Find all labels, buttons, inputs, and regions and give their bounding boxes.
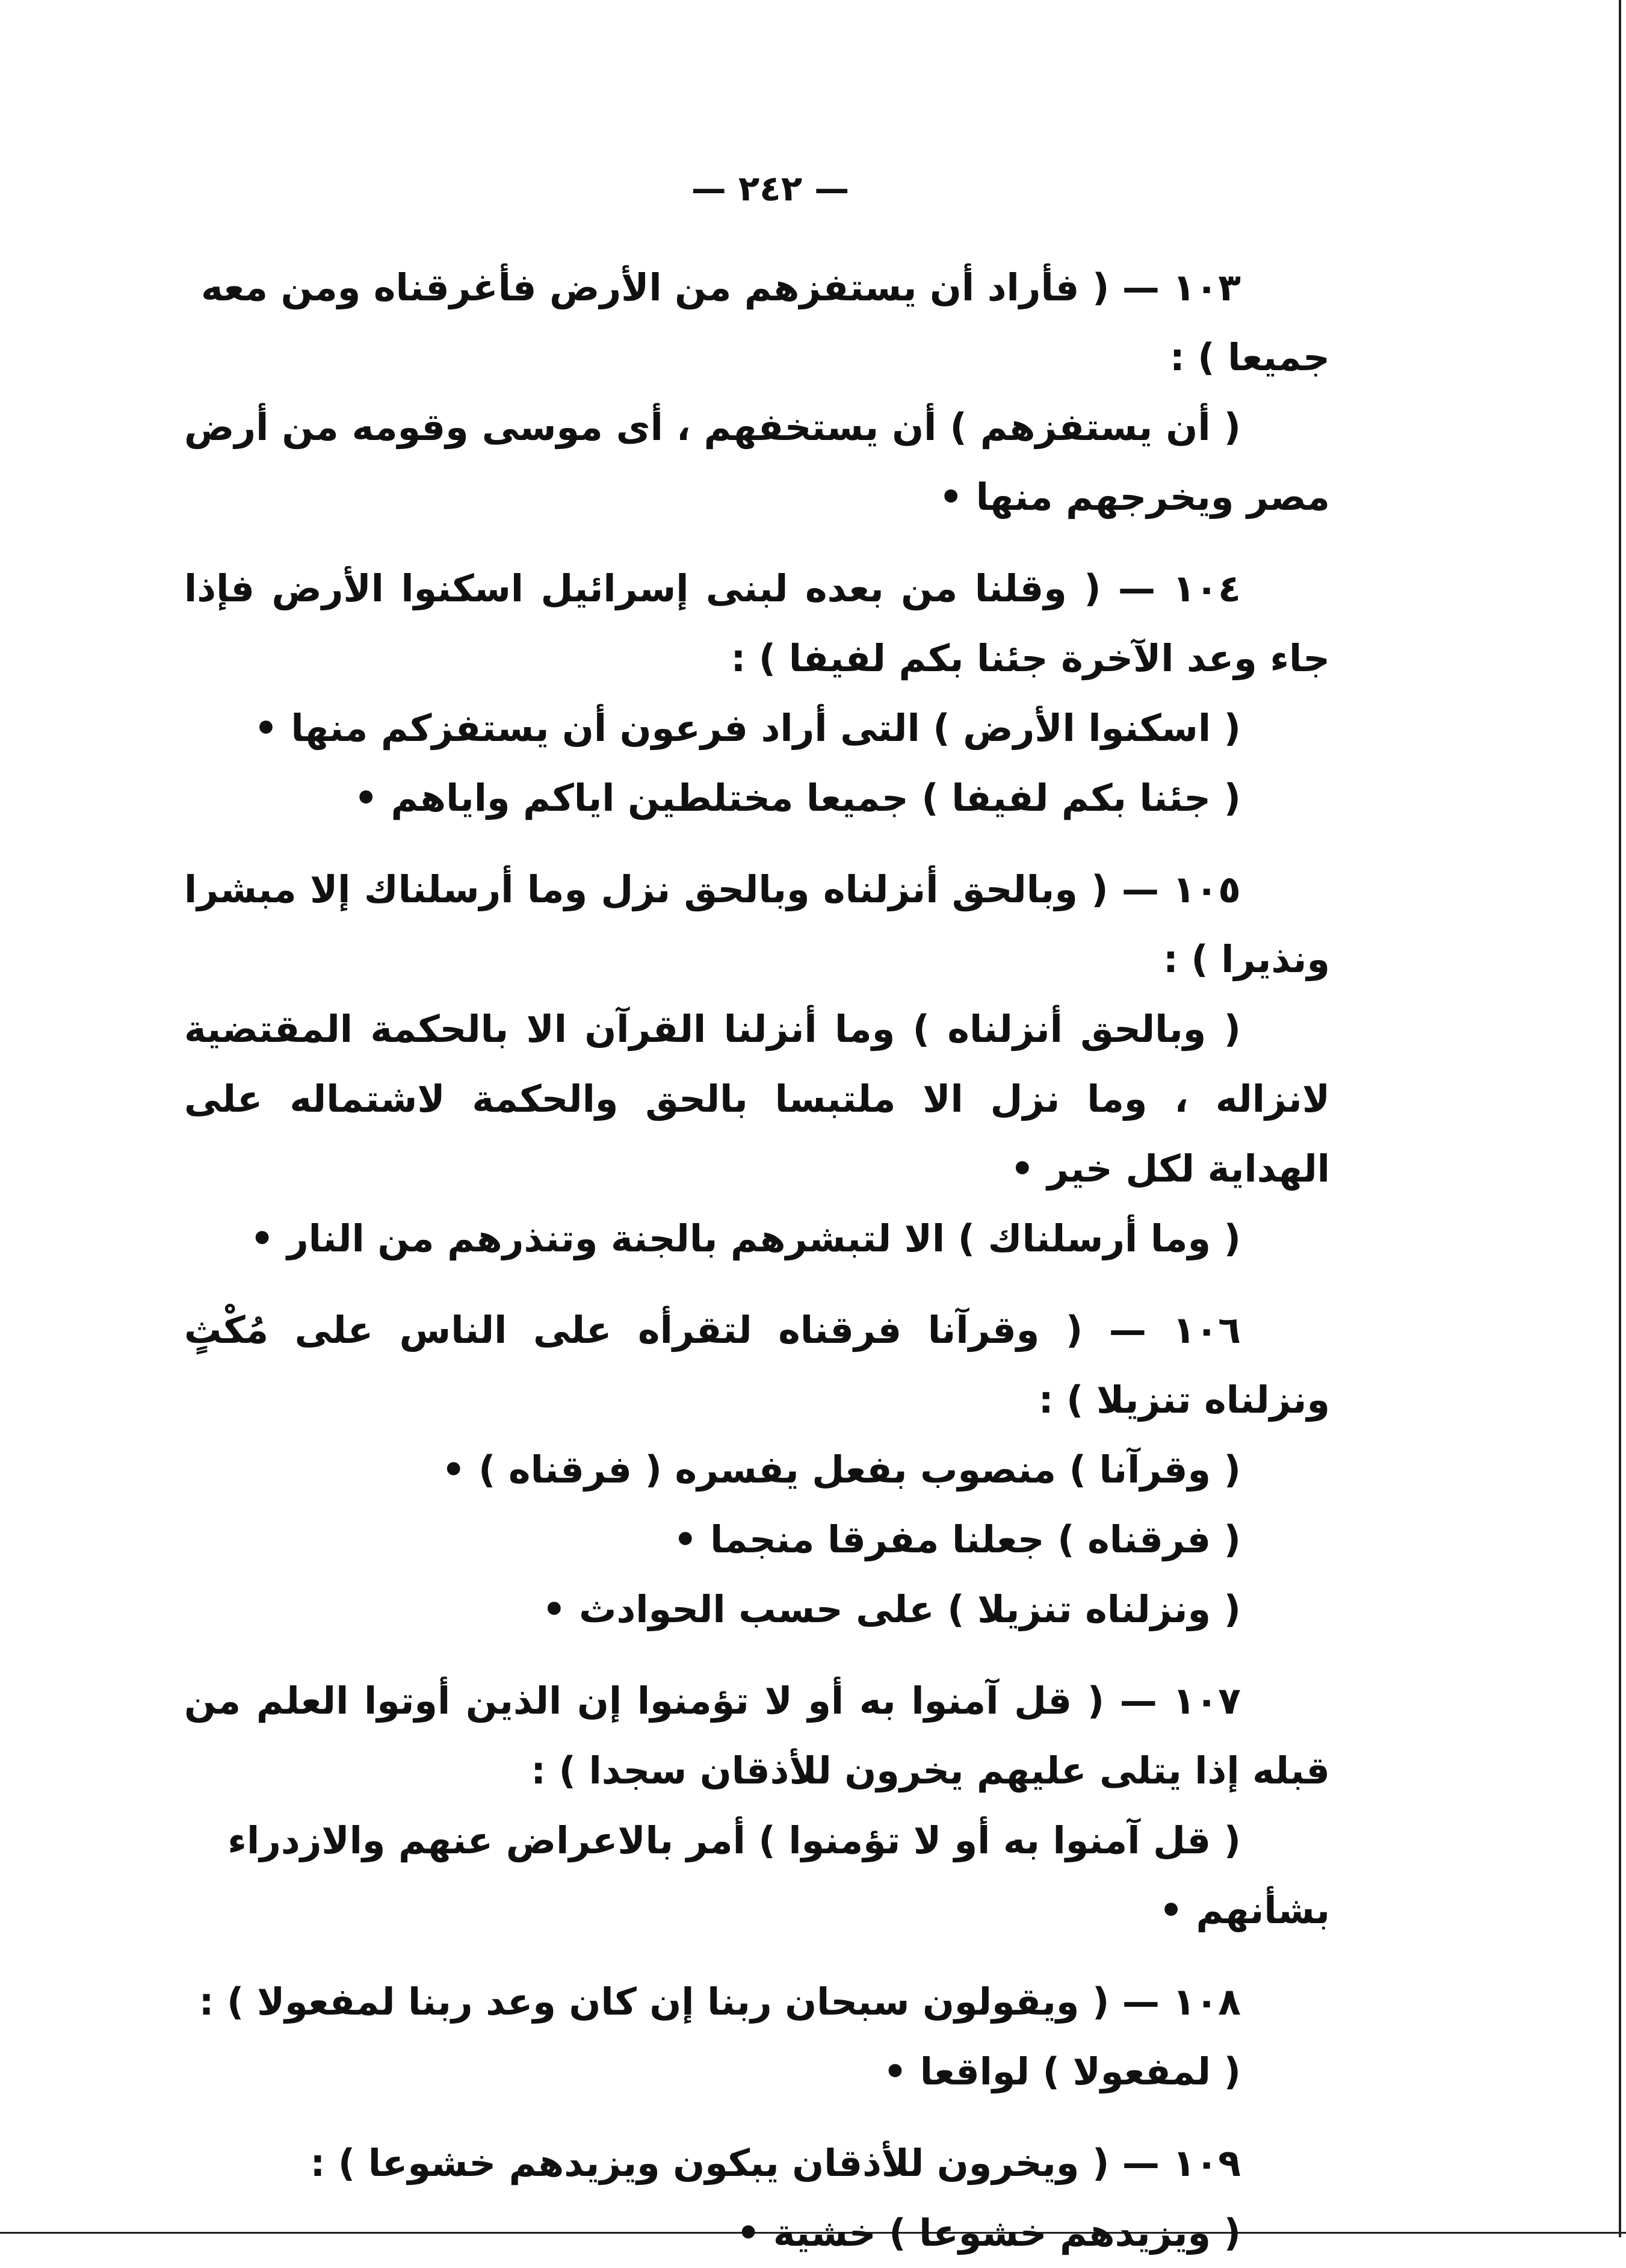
page-border-right — [1619, 0, 1621, 2237]
note-106-b: ( فرقناه ) جعلنا مفرقا منجما • — [673, 1517, 1241, 1561]
verse-104: ١٠٤ — ( وقلنا من بعده لبنى إسرائيل اسكنوا الأرض فإذا جاء وعد الآخرة جئنا بكم لفيفا ) : — [184, 566, 1330, 680]
note-104-a: ( اسكنوا الأرض ) التى أراد فرعون أن يستفزكم منها • — [254, 706, 1241, 750]
note-105-a: ( وبالحق أنزلناه ) وما أنزلنا القرآن الا بالحكمة المقتضية لانزاله ، وما نزل الا ملتبسا بالحق والحكمة لاشتماله على الهداية لكل خير • — [184, 1007, 1330, 1191]
note-107: ( قل آمنوا به أو لا تؤمنوا ) أمر بالاعراض عنهم والازدراء بشأنهم • — [227, 1818, 1330, 1932]
page-number: — ٢٤٢ — — [691, 168, 850, 209]
verse-106: ١٠٦ — ( وقرآنا فرقناه لتقرأه على الناس على مُكْثٍ ونزلناه تنزيلا ) : — [184, 1308, 1330, 1422]
note-106-a: ( وقرآنا ) منصوب بفعل يفسره ( فرقناه ) • — [441, 1448, 1241, 1492]
verse-103: ١٠٣ — ( فأراد أن يستفزهم من الأرض فأغرقناه ومن معه جميعا ) : — [201, 265, 1330, 379]
note-106-c: ( ونزلناه تنزيلا ) على حسب الحوادث • — [542, 1587, 1241, 1631]
page-body — [184, 253, 1330, 2268]
note-103: ( أن يستفزهم ) أن يستخفهم ، أى موسى وقومه من أرض مصر ويخرجهم منها • — [184, 405, 1330, 519]
note-108: ( لمفعولا ) لواقعا • — [883, 2050, 1241, 2093]
verse-109: ١٠٩ — ( ويخرون للأذقان يبكون ويزيدهم خشوعا ) : — [310, 2141, 1241, 2185]
verse-105: ١٠٥ — ( وبالحق أنزلناه وبالحق نزل وما أرسلناك إلا مبشرا ونذيرا ) : — [184, 867, 1330, 981]
note-104-b: ( جئنا بكم لفيفا ) جميعا مختلطين اياكم واياهم • — [354, 776, 1241, 820]
verse-107: ١٠٧ — ( قل آمنوا به أو لا تؤمنوا إن الذين أوتوا العلم من قبله إذا يتلى عليهم يخرون للأذقان سجدا ) : — [184, 1679, 1330, 1792]
verse-108: ١٠٨ — ( ويقولون سبحان ربنا إن كان وعد ربنا لمفعولا ) : — [199, 1980, 1241, 2024]
note-105-b: ( وما أرسلناك ) الا لتبشرهم بالجنة وتنذرهم من النار • — [250, 1216, 1241, 1260]
note-109: ( ويزيدهم خشوعا ) خشية • — [736, 2211, 1241, 2255]
